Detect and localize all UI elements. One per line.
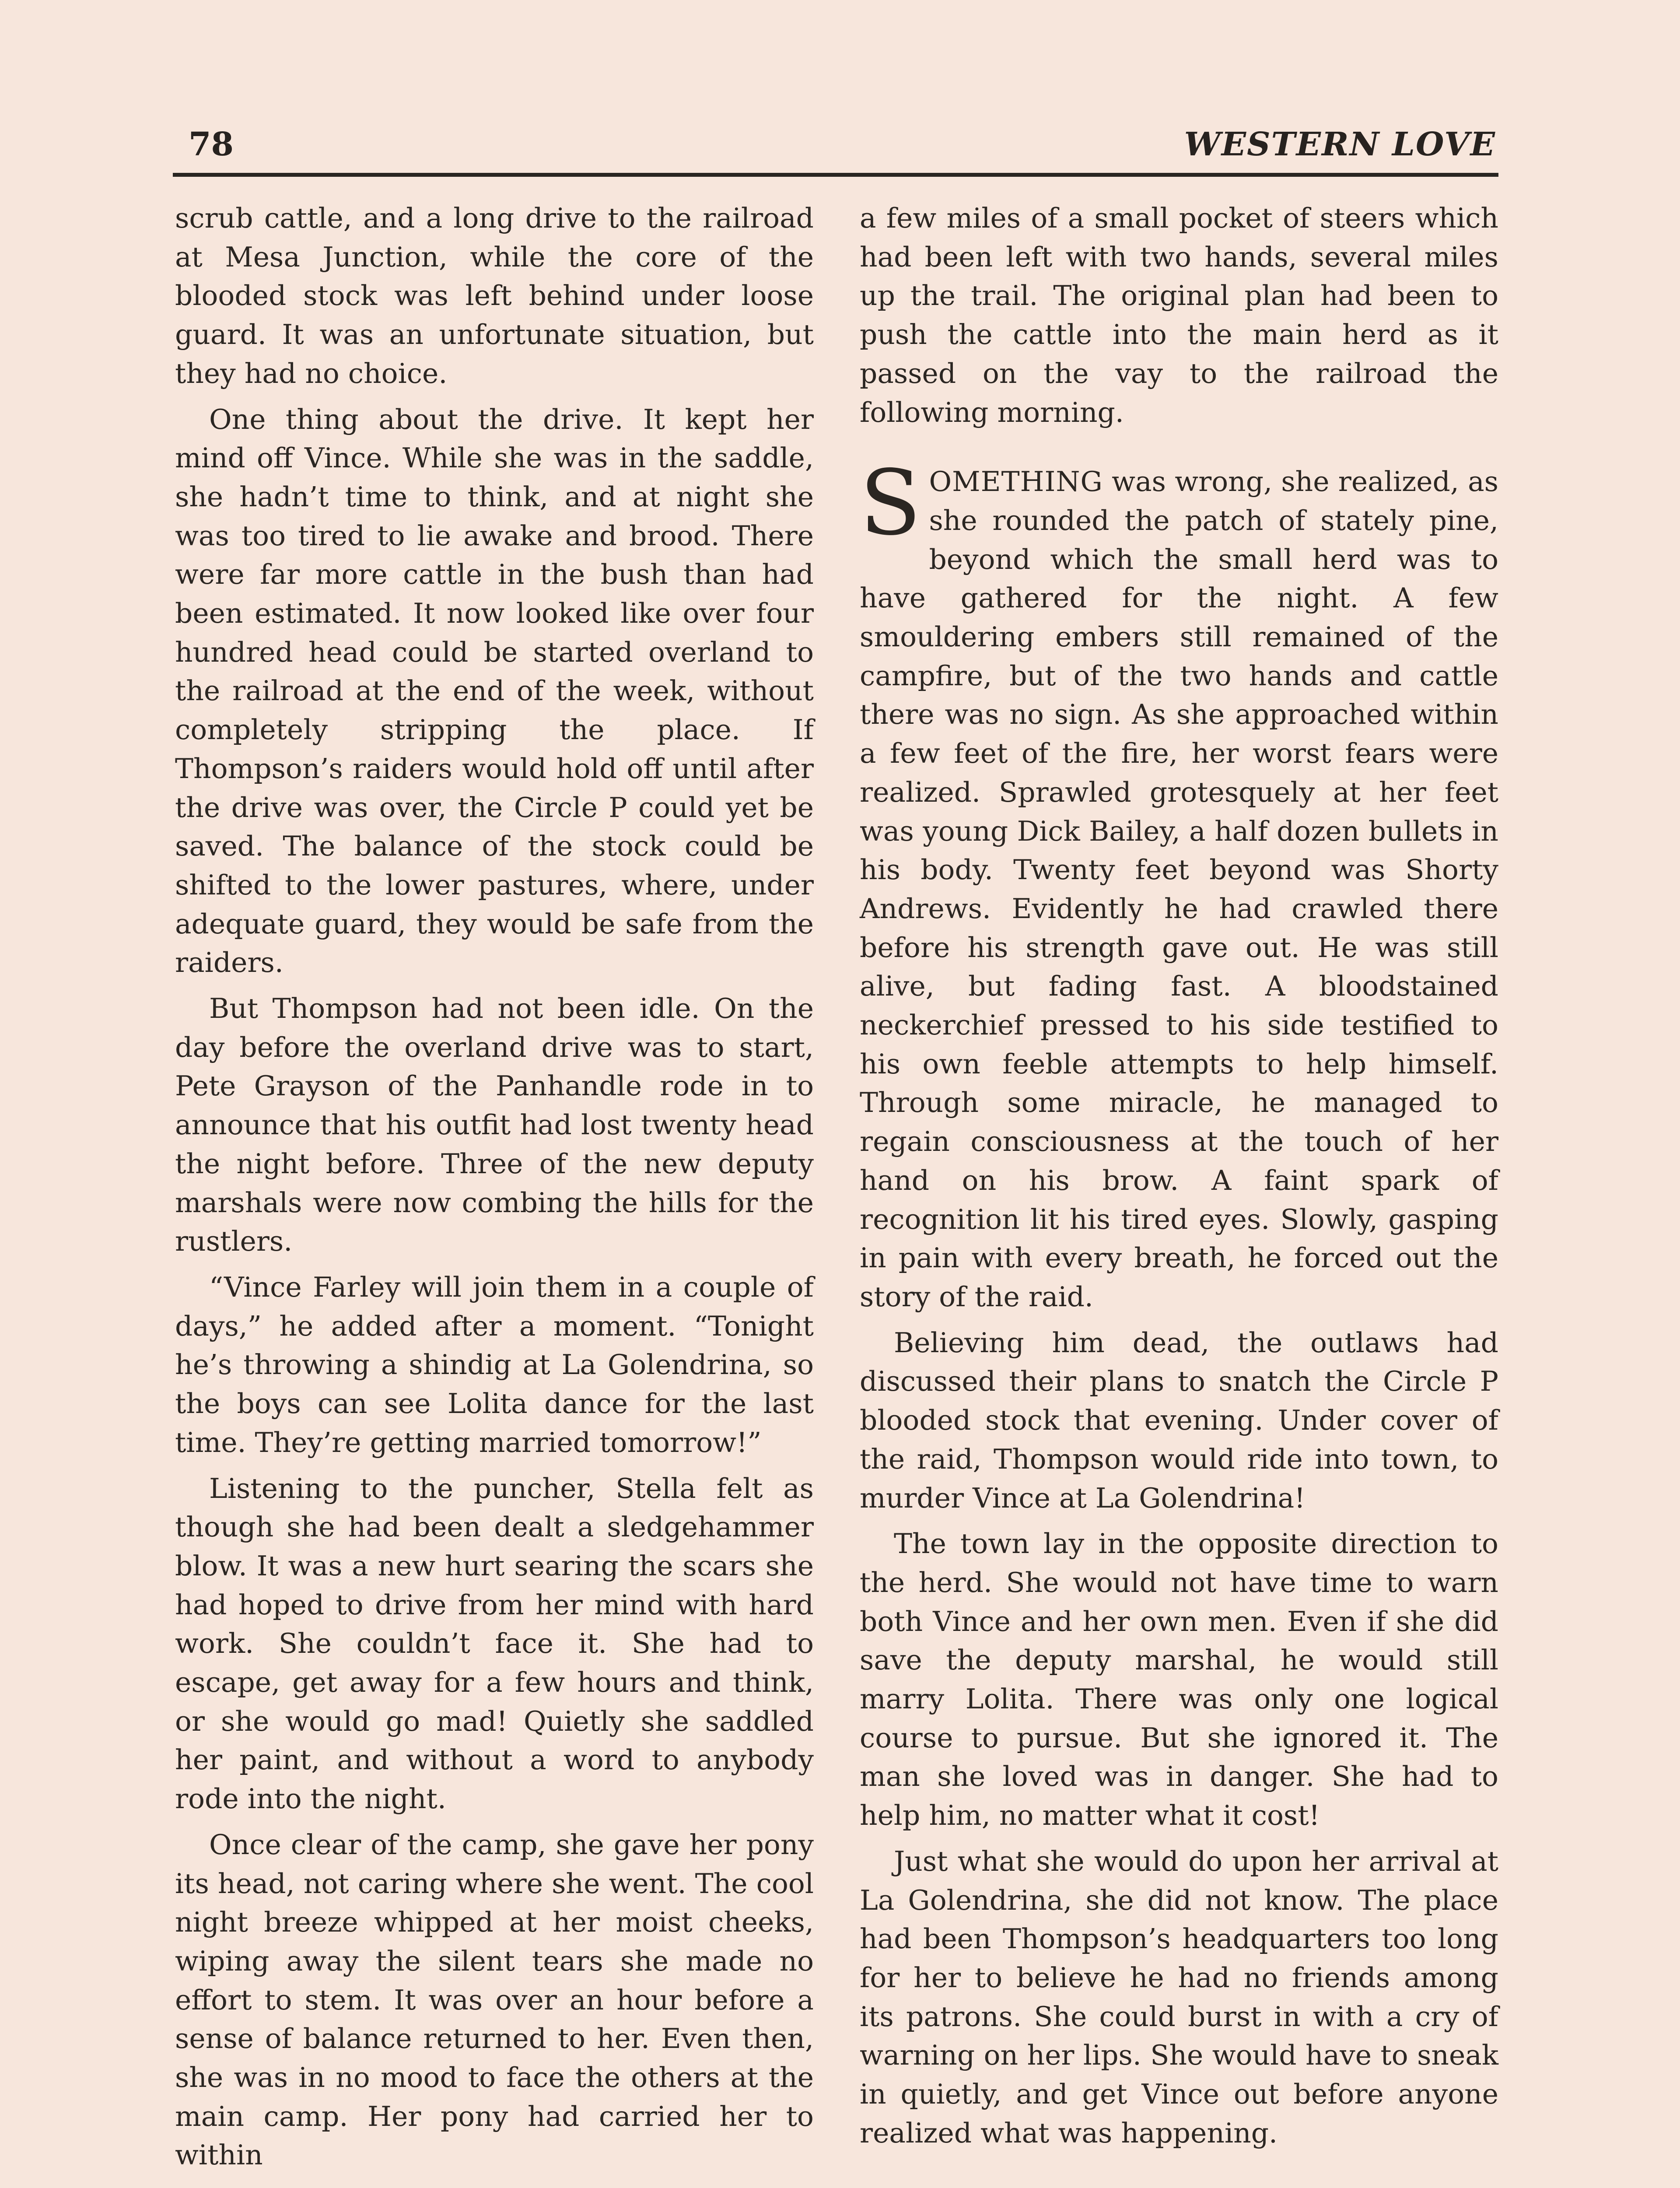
section-opening-paragraph [860, 451, 1498, 1316]
page-header [173, 116, 1498, 177]
section-caps: OMETHING [929, 466, 1103, 498]
paragraph: a few miles of a small pocket of steers which had been left with two hands, several miles up the trail. The original plan had been to push the cattle into the main herd as it passed on the vay to the railroad the following morning. [860, 202, 1498, 428]
paragraph: “Vince Farley will join them in a couple of days,” he added after a moment. “Tonight he’s throwing a shindig at La Golendrina, so the boys can see Lolita dance for the last time. They’re getting married tomorrow!” [175, 1271, 814, 1459]
drop-cap: S [860, 451, 921, 556]
running-head: WESTERN LOVE [1184, 126, 1496, 163]
section-text: was wrong, she realized, as she rounded the patch of stately pine, beyond which the small herd was to have gathered for the night. A few smouldering embers still remained of the campfire, but of the two hands and cattle there was no sign. As she approached within a few feet of the fire, her worst fears were realized. Sprawled grotesquely at her feet was young Dick Bailey, a half dozen bullets in his body. Twenty feet beyond was Shorty Andrews. Evidently he had crawled there before his strength gave out. He was still alive, but fading fast. A bloodstained neckerchief pressed to his side testified to his own feeble attempts to help himself. Through some miracle, he managed to regain consciousness at the touch of her hand on his brow. A faint spark of recognition lit his tired eyes. Slowly, gasping in pain with every breath, he forced out the story of the raid. [860, 466, 1498, 1313]
paragraph: But Thompson had not been idle. On the day before the overland drive was to start, Pete Grayson of the Panhandle rode in to announce that his outfit had lost twenty head the night before. Three of the new deputy marshals were now combing the hills for the rustlers. [175, 992, 814, 1258]
paragraph: Once clear of the camp, she gave her pony its head, not caring where she went. The cool night breeze whipped at her moist cheeks, wiping away the silent tears she made no effort to stem. It was over an hour before a sense of balance returned to her. Even then, she was in no mood to face the others at the main camp. Her pony had carried her to within [175, 1828, 814, 2171]
paragraph: Believing him dead, the outlaws had discussed their plans to snatch the Circle P blooded stock that evening. Under cover of the raid, Thompson would ride into town, to murder Vince at La Golendrina! [860, 1326, 1498, 1514]
paragraph: One thing about the drive. It kept her mind off Vince. While she was in the saddle, she hadn’t time to think, and at night she was too tired to lie awake and brood. There were far more cattle in the bush than had been estimated. It now looked like over four hundred head could be started overland to the railroad at the end of the week, without completely stripping the place. If Thompson’s raiders would hold off until after the drive was over, the Circle P could yet be saved. The balance of the stock could be shifted to the lower pastures, where, under adequate guard, they would be safe from the raiders. [175, 403, 814, 979]
paragraph: The town lay in the opposite direction to the herd. She would not have time to warn both Vince and her own men. Even if she did save the deputy marshal, he would still marry Lolita. There was only one logical course to pursue. But she ignored it. The man she loved was in danger. She had to help him, no matter what it cost! [860, 1528, 1498, 1832]
left-column [175, 199, 814, 2182]
paragraph: scrub cattle, and a long drive to the railroad at Mesa Junction, while the core of the blooded stock was left behind under loose guard. It was an unfortunate situation, but they had no choice. [175, 202, 814, 389]
paragraph: Just what she would do upon her arrival at La Golendrina, she did not know. The place had been Thompson’s headquarters too long for her to believe he had no friends among its patrons. She could burst in with a cry of warning on her lips. She would have to sneak in quietly, and get Vince out before anyone realized what was happening. [860, 1845, 1498, 2149]
paragraph: Listening to the puncher, Stella felt as though she had been dealt a sledgehammer blow. It was a new hurt searing the scars she had hoped to drive from her mind with hard work. She couldn’t face it. She had to escape, get away for a few hours and think, or she would go mad! Quietly she saddled her paint, and without a word to anybody rode into the night. [175, 1472, 814, 1815]
right-column [860, 199, 1498, 2160]
page-number: 78 [189, 126, 234, 163]
